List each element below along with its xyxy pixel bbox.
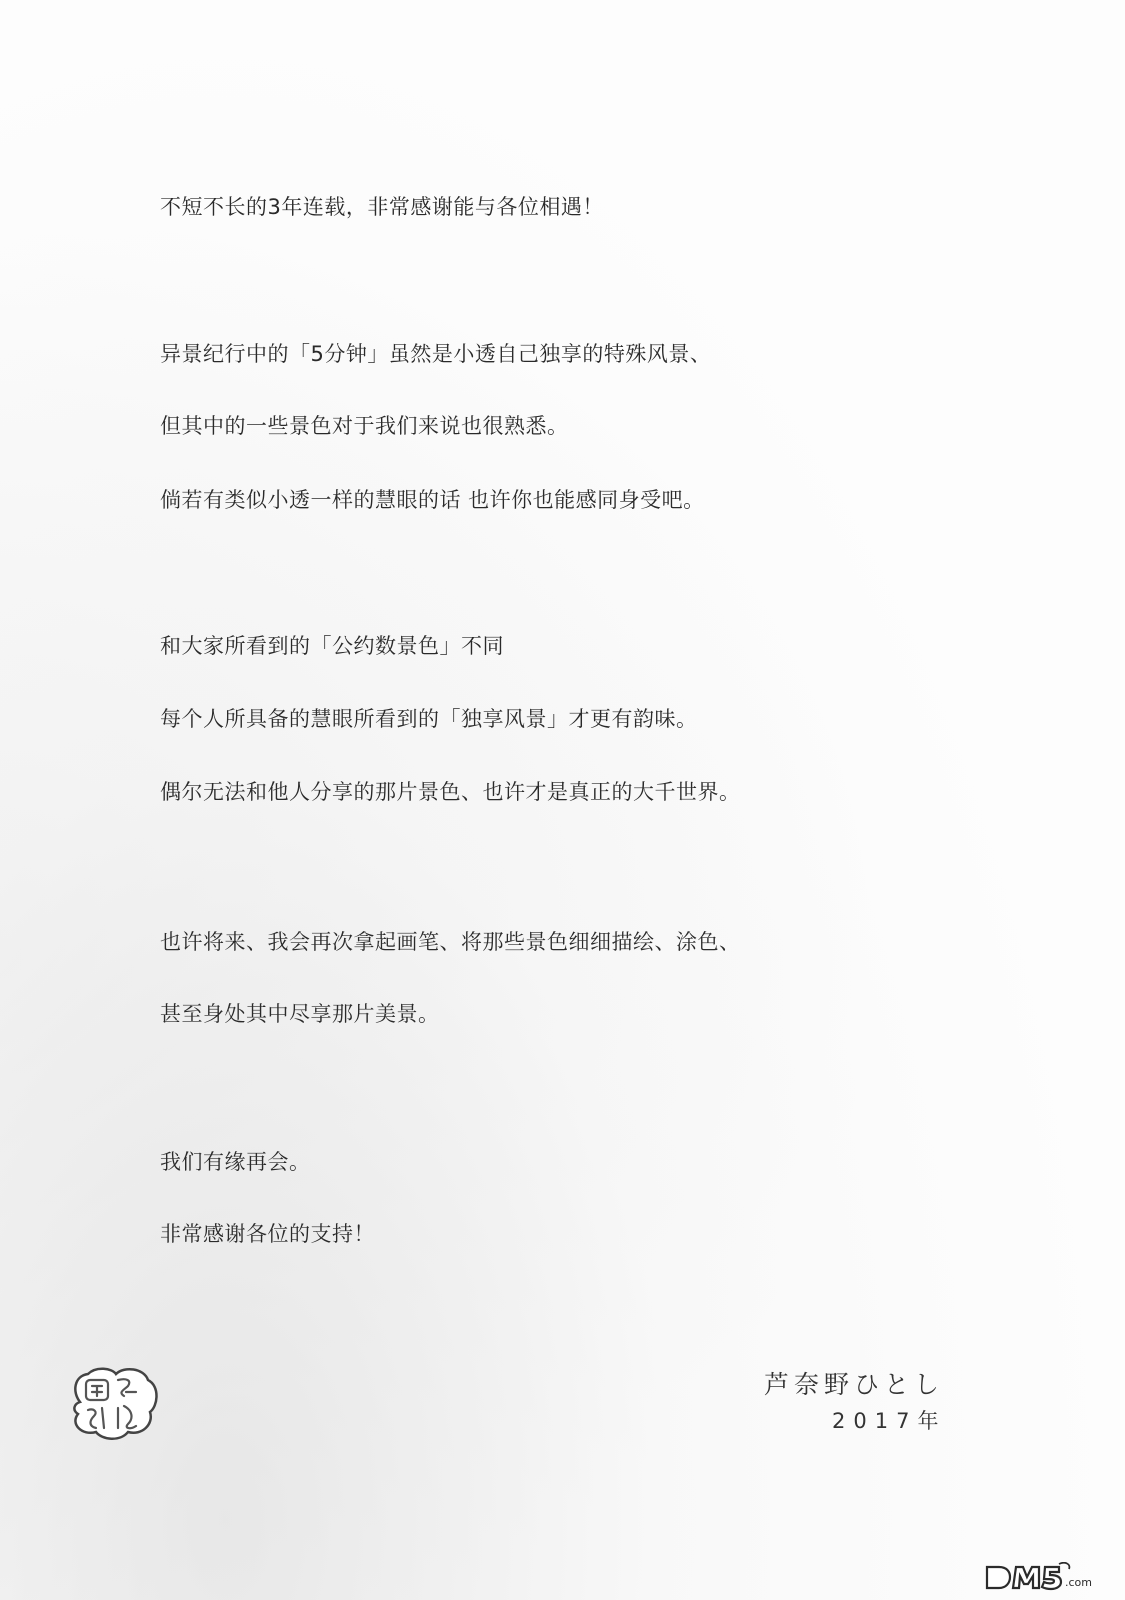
letter-line-9: 甚至身处其中尽享那片美景。 xyxy=(160,1002,440,1026)
letter-line-2: 异景纪行中的「5分钟」虽然是小透自己独享的特殊风景、 xyxy=(160,342,712,366)
letter-line-7: 偶尔无法和他人分享的那片景色、也许才是真正的大千世界。 xyxy=(160,780,741,804)
svg-text:.com: .com xyxy=(1065,1576,1092,1589)
letter-line-11: 非常感谢各位的支持！ xyxy=(160,1222,375,1246)
letter-line-8: 也许将来、我会再次拿起画笔、将那些景色细细描绘、涂色、 xyxy=(160,930,741,954)
signature-year: 2017年 xyxy=(832,1409,947,1433)
dm5-watermark-logo xyxy=(985,1562,1107,1592)
letter-line-1: 不短不长的3年连载，非常感谢能与各位相遇！ xyxy=(160,195,604,219)
scanlation-stamp-logo xyxy=(66,1362,162,1442)
letter-line-4: 倘若有类似小透一样的慧眼的话 也许你也能感同身受吧。 xyxy=(160,488,705,512)
letter-line-10: 我们有缘再会。 xyxy=(160,1150,311,1174)
letter-line-5: 和大家所看到的「公约数景色」不同 xyxy=(160,634,504,658)
author-signature: 芦奈野ひとし xyxy=(764,1370,945,1399)
letter-line-3: 但其中的一些景色对于我们来说也很熟悉。 xyxy=(160,414,569,438)
letter-line-6: 每个人所具备的慧眼所看到的「独享风景」才更有韵味。 xyxy=(160,707,698,731)
